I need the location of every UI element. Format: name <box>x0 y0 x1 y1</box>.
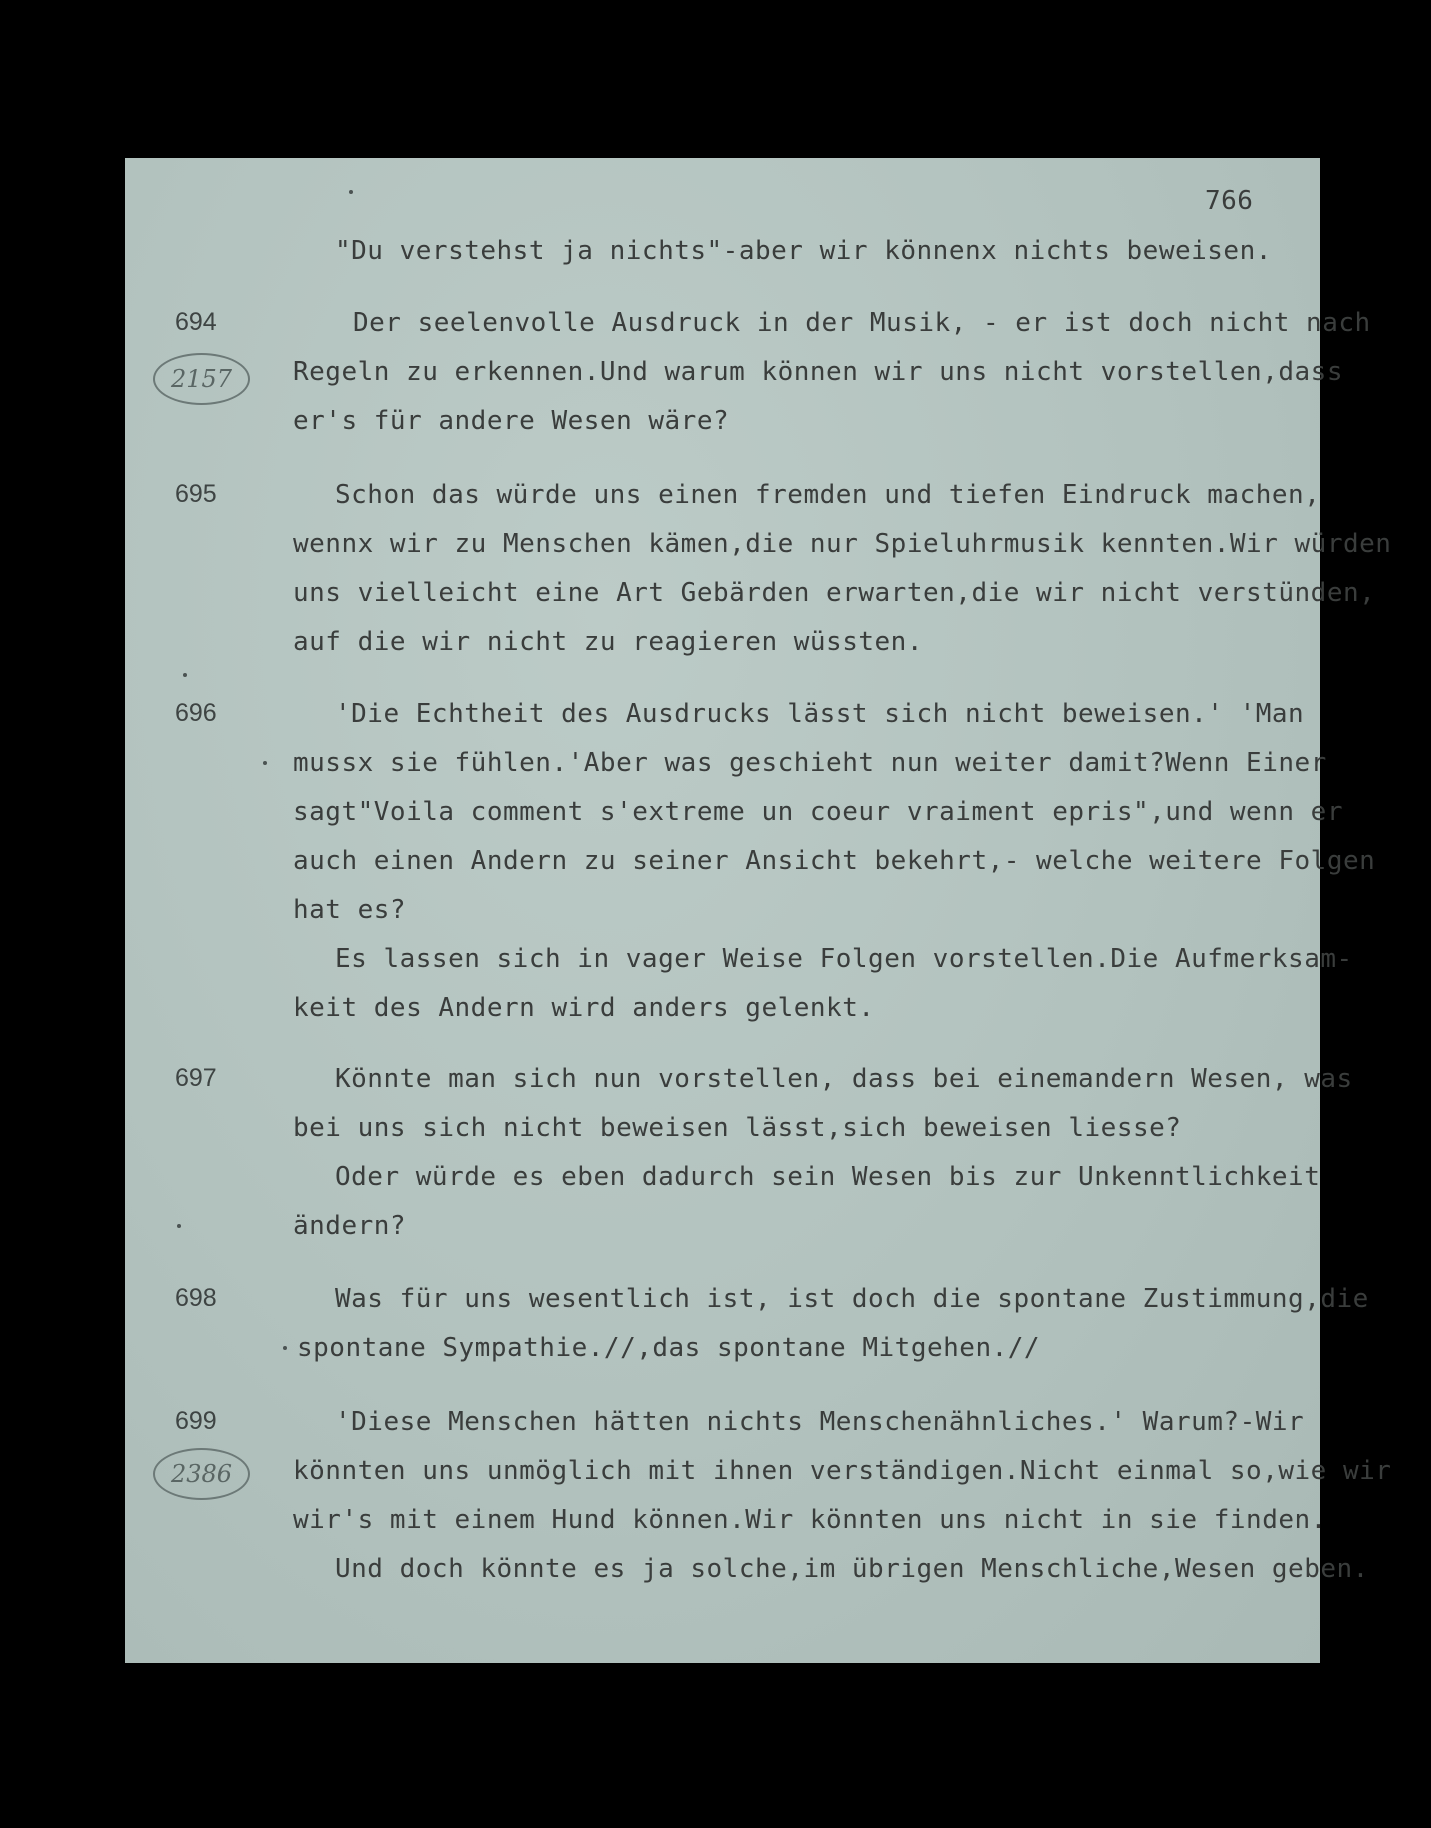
pencil-dot <box>183 673 187 677</box>
text-line: Was für uns wesentlich ist, ist doch die spontane Zustimmung,die <box>335 1284 1369 1314</box>
text-line: auf die wir nicht zu reagieren wüssten. <box>293 627 923 657</box>
page-number: 766 <box>1205 186 1254 216</box>
text-line: Regeln zu erkennen.Und warum können wir uns nicht vorstellen,dass <box>293 357 1343 387</box>
handwritten-reference-2157: 2157 <box>153 353 250 405</box>
paragraph-number-697: 697 <box>175 1064 217 1092</box>
pencil-dot <box>283 1346 287 1350</box>
text-line: Es lassen sich in vager Weise Folgen vorstellen.Die Aufmerksam- <box>335 944 1353 974</box>
text-line: 'Diese Menschen hätten nichts Menschenähnliches.' Warum?-Wir <box>335 1407 1305 1437</box>
text-line: wennx wir zu Menschen kämen,die nur Spieluhrmusik kennten.Wir würden <box>293 529 1392 559</box>
handwritten-reference-2386: 2386 <box>153 1448 250 1500</box>
text-line: er's für andere Wesen wäre? <box>293 406 730 436</box>
text-line: Könnte man sich nun vorstellen, dass bei einemandern Wesen, was <box>335 1064 1353 1094</box>
text-line: ändern? <box>293 1211 407 1241</box>
text-line: Schon das würde uns einen fremden und tiefen Eindruck machen, <box>335 480 1321 510</box>
text-line: keit des Andern wird anders gelenkt. <box>293 993 875 1023</box>
paragraph-number-696: 696 <box>175 699 217 727</box>
text-line: uns vielleicht eine Art Gebärden erwarten,die wir nicht verstünden, <box>293 578 1376 608</box>
pencil-dot <box>349 190 353 194</box>
paragraph-number-695: 695 <box>175 480 217 508</box>
paragraph-number-698: 698 <box>175 1284 217 1312</box>
text-line: mussx sie fühlen.'Aber was geschieht nun weiter damit?Wenn Einer <box>293 748 1327 778</box>
paragraph-number-694: 694 <box>175 308 217 336</box>
text-line: sagt"Voila comment s'extreme un coeur vraiment epris",und wenn er <box>293 797 1343 827</box>
text-line: auch einen Andern zu seiner Ansicht bekehrt,- welche weitere Folgen <box>293 846 1376 876</box>
text-line: Der seelenvolle Ausdruck in der Musik, - er ist doch nicht nach <box>353 308 1371 338</box>
text-line: Und doch könnte es ja solche,im übrigen Menschliche,Wesen geben. <box>335 1554 1369 1584</box>
typescript-page <box>125 158 1392 1663</box>
text-line: Oder würde es eben dadurch sein Wesen bis zur Unkenntlichkeit <box>335 1162 1321 1192</box>
text-line: wir's mit einem Hund können.Wir könnten uns nicht in sie finden. <box>293 1505 1327 1535</box>
text-line: spontane Sympathie.//,das spontane Mitgehen.// <box>297 1333 1041 1363</box>
pencil-dot <box>263 761 267 765</box>
pencil-dot <box>177 1224 181 1228</box>
text-line: 'Die Echtheit des Ausdrucks lässt sich nicht beweisen.' 'Man <box>335 699 1305 729</box>
text-line: bei uns sich nicht beweisen lässt,sich beweisen liesse? <box>293 1113 1182 1143</box>
text-line: könnten uns unmöglich mit ihnen verständigen.Nicht einmal so,wie wir <box>293 1456 1392 1486</box>
text-line: hat es? <box>293 895 407 925</box>
paragraph-number-699: 699 <box>175 1407 217 1435</box>
text-line: "Du verstehst ja nichts"-aber wir könnenx nichts beweisen. <box>335 236 1272 266</box>
